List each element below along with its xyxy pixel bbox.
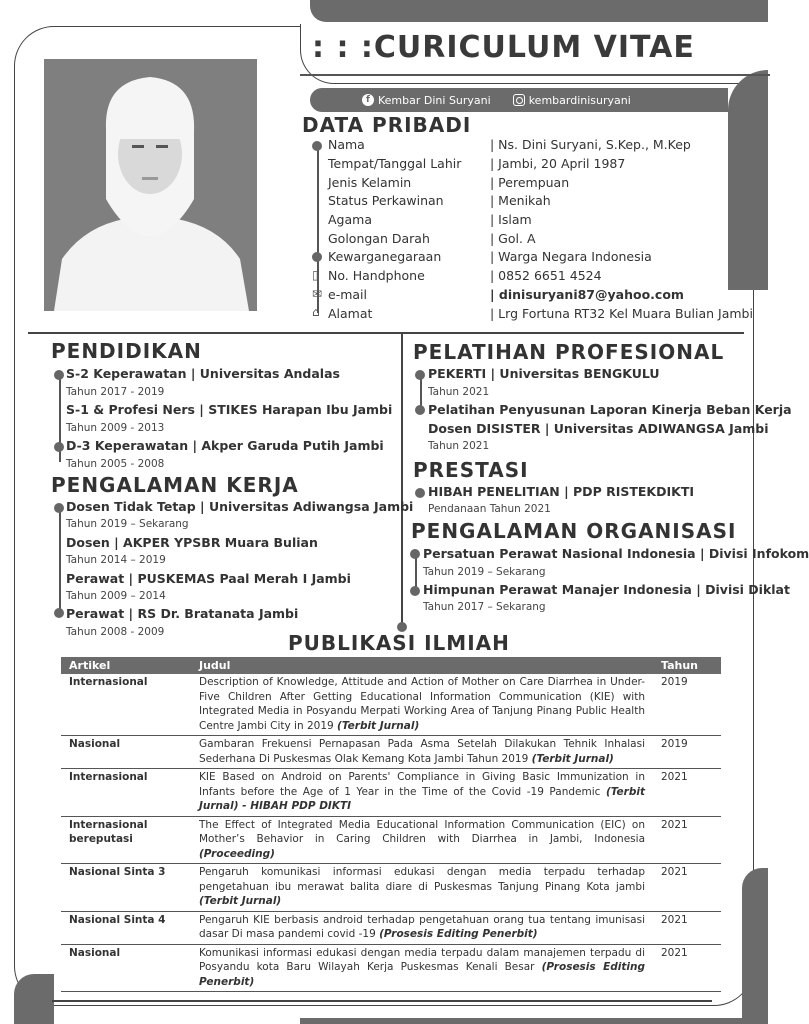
row-judul-text: Pengaruh komunikasi informasi edukasi dengan media terpadu terhadap pengetahuan ibu merawat balita diare di Puskesmas Tanjung Pinang Kota jambi <box>199 866 645 893</box>
row-artikel: Nasional Sinta 4 <box>61 911 191 944</box>
pendidikan-year-1: Tahun 2017 - 2019 <box>66 386 165 398</box>
kerja-year-1: Tahun 2019 – Sekarang <box>66 518 189 530</box>
col-artikel: Artikel <box>61 657 191 674</box>
row-artikel: Nasional <box>61 944 191 992</box>
kerja-item-2: Dosen | AKPER YPSBR Muara Bulian <box>66 535 318 550</box>
col-tahun: Tahun <box>653 657 721 674</box>
facebook-link[interactable] <box>362 94 491 107</box>
pendidikan-item-2: S-1 & Profesi Ners | STIKES Harapan Ibu Jambi <box>66 402 393 417</box>
organisasi-dot-1 <box>410 549 420 559</box>
row-judul <box>191 911 653 944</box>
data-pribadi-dot-top <box>312 141 322 151</box>
title-dots: : : : <box>312 30 374 65</box>
col-judul: Judul <box>191 657 653 674</box>
row-judul <box>191 944 653 992</box>
dp-label-golongan-darah: Golongan Darah <box>328 231 430 246</box>
heading-organisasi: PENGALAMAN ORGANISASI <box>411 519 737 543</box>
row-artikel: Internasional <box>61 674 191 736</box>
kerja-item-4: Perawat | RS Dr. Bratanata Jambi <box>66 606 299 621</box>
prestasi-item-1: HIBAH PENELITIAN | PDP RISTEKDIKTI <box>428 484 694 499</box>
row-status: (Terbit Jurnal) - HIBAH PDP DIKTI <box>199 785 645 812</box>
pendidikan-year-2: Tahun 2009 - 2013 <box>66 422 165 434</box>
table-row <box>61 944 721 992</box>
row-artikel: Nasional Sinta 3 <box>61 864 191 912</box>
right-accent-top <box>728 70 768 290</box>
pelatihan-year-1: Tahun 2021 <box>428 386 490 398</box>
dp-label-email: e-mail <box>328 287 367 302</box>
pelatihan-dot-2 <box>415 405 425 415</box>
row-tahun: 2019 <box>653 674 721 736</box>
row-judul-text: Pengaruh KIE berbasis android terhadap pengetahuan orang tua tentang imunisasi dasar Di masa pandemi covid -19 <box>199 913 645 940</box>
row-judul <box>191 769 653 817</box>
pelatihan-item-1: PEKERTI | Universitas BENGKULU <box>428 366 660 381</box>
row-tahun: 2021 <box>653 911 721 944</box>
organisasi-year-1: Tahun 2019 – Sekarang <box>423 566 546 578</box>
row-artikel: Internasional bereputasi <box>61 816 191 864</box>
heading-pendidikan: PENDIDIKAN <box>51 339 202 363</box>
kerja-dot-4 <box>54 608 64 618</box>
row-artikel: Nasional <box>61 736 191 769</box>
social-bar <box>310 88 728 112</box>
dp-label-nama: Nama <box>328 137 365 152</box>
heading-publikasi: PUBLIKASI ILMIAH <box>288 631 510 655</box>
organisasi-dot-2 <box>410 586 420 596</box>
profile-photo <box>44 59 257 311</box>
instagram-link[interactable] <box>513 94 631 107</box>
organisasi-item-2: Himpunan Perawat Manajer Indonesia | Divisi Diklat <box>423 582 790 597</box>
row-judul-text: Description of Knowledge, Attitude and Action of Mother on Care Diarrhea in Under-Five Children After Getting Educational Information Communication (KIE) with Integrated Media in Posyandu Merpati Working Area of Tanjung Pinang Public Health Centre Jambi City in 2019 <box>199 676 645 732</box>
pendidikan-dot-3 <box>54 442 64 452</box>
table-row <box>61 816 721 864</box>
bottom-band <box>300 1018 768 1024</box>
title-text: CURICULUM VITAE <box>373 30 695 65</box>
row-judul-text: KIE Based on Android on Parents' Compliance in Giving Basic Immunization in Infants before the Age of 1 Year in the Time of the Covid -19 Pandemic <box>199 771 645 798</box>
facebook-handle: Kembar Dini Suryani <box>378 93 491 107</box>
title-underline <box>300 74 770 76</box>
prestasi-dot-1 <box>415 488 425 498</box>
dp-label-alamat: Alamat <box>328 306 373 321</box>
dp-label-ttl: Tempat/Tanggal Lahir <box>328 156 462 171</box>
kerja-dot-1 <box>54 503 64 513</box>
dp-value-jenis-kelamin: | Perempuan <box>490 175 570 190</box>
table-row <box>61 736 721 769</box>
pelatihan-item-2: Pelatihan Penyusunan Laporan Kinerja Beban Kerja <box>428 402 792 417</box>
row-status: (Terbit Jurnal) <box>199 895 282 907</box>
dp-value-email[interactable]: | dinisuryani87@yahoo.com <box>490 287 684 302</box>
home-icon: ⌂ <box>312 305 320 319</box>
pelatihan-item-2-line2: Dosen DISISTER | Universitas ADIWANGSA Jambi <box>428 421 769 436</box>
pendidikan-year-3: Tahun 2005 - 2008 <box>66 458 165 470</box>
row-judul <box>191 816 653 864</box>
dp-value-nama: | Ns. Dini Suryani, S.Kep., M.Kep <box>490 137 691 152</box>
prestasi-year-1: Pendanaan Tahun 2021 <box>428 503 551 515</box>
dp-value-agama: | Islam <box>490 212 532 227</box>
dp-value-handphone: | 0852 6651 4524 <box>490 268 602 283</box>
publikasi-header-row <box>61 657 721 674</box>
row-tahun: 2021 <box>653 944 721 992</box>
dp-value-kewarganegaraan: | Warga Negara Indonesia <box>490 249 652 264</box>
dp-value-ttl: | Jambi, 20 April 1987 <box>490 156 626 171</box>
instagram-icon <box>513 94 525 106</box>
right-accent-bottom <box>742 868 768 1024</box>
section-divider-vertical <box>401 332 403 624</box>
bottom-divider <box>52 1000 712 1002</box>
row-judul <box>191 736 653 769</box>
row-judul <box>191 674 653 736</box>
row-artikel: Internasional <box>61 769 191 817</box>
kerja-item-1: Dosen Tidak Tetap | Universitas Adiwangsa Jambi <box>66 499 414 514</box>
kerja-year-4: Tahun 2008 - 2009 <box>66 626 165 638</box>
table-row <box>61 769 721 817</box>
heading-pengalaman-kerja: PENGALAMAN KERJA <box>51 473 299 497</box>
row-tahun: 2021 <box>653 816 721 864</box>
publikasi-table <box>61 657 721 992</box>
organisasi-year-2: Tahun 2017 – Sekarang <box>423 601 546 613</box>
table-row <box>61 674 721 736</box>
row-judul <box>191 864 653 912</box>
organisasi-item-1: Persatuan Perawat Nasional Indonesia | Divisi Infokom <box>423 546 809 561</box>
table-row <box>61 911 721 944</box>
section-divider-horizontal <box>28 332 744 334</box>
dp-value-alamat: | Lrg Fortuna RT32 Kel Muara Bulian Jambi <box>490 306 753 321</box>
row-status: (Terbit Jurnal) <box>337 719 420 732</box>
kerja-timeline <box>59 505 61 613</box>
kerja-item-3: Perawat | PUSKEMAS Paal Merah I Jambi <box>66 571 351 586</box>
row-tahun: 2021 <box>653 864 721 912</box>
dp-value-status: | Menikah <box>490 193 551 208</box>
row-judul-text: The Effect of Integrated Media Educational Information Communication (EIC) on Mother’s Behavior in Caring Children with Diarrhea in Jambi, Indonesia <box>199 818 645 845</box>
phone-icon: ▯ <box>312 268 319 282</box>
table-row <box>61 864 721 912</box>
instagram-handle: kembardinisuryani <box>528 93 631 107</box>
row-judul-text: Komunikasi informasi edukasi dengan media terpadu dalam manajemen terpadu di Posyandu kota Baru Wilayah Kerja Puskesmas Kenali Besar <box>199 946 645 973</box>
dp-label-handphone: No. Handphone <box>328 268 425 283</box>
heading-pelatihan: PELATIHAN PROFESIONAL <box>413 340 725 364</box>
dp-value-golongan-darah: | Gol. A <box>490 231 536 246</box>
heading-prestasi: PRESTASI <box>413 458 529 482</box>
row-tahun: 2019 <box>653 736 721 769</box>
kerja-year-2: Tahun 2014 – 2019 <box>66 554 166 566</box>
page-title <box>312 30 695 65</box>
pendidikan-item-3: D-3 Keperawatan | Akper Garuda Putih Jambi <box>66 438 384 453</box>
dp-label-agama: Agama <box>328 212 372 227</box>
row-tahun: 2021 <box>653 769 721 817</box>
row-judul-text: Gambaran Frekuensi Pernapasan Pada Asma Setelah Dilakukan Tehnik Inhalasi Sederhana Di Puskesmas Olak Kemang Kota Jambi Tahun 2019 <box>199 738 645 765</box>
dp-label-kewarganegaraan: Kewarganegaraan <box>328 249 442 264</box>
pelatihan-dot-1 <box>415 370 425 380</box>
pelatihan-year-2: Tahun 2021 <box>428 440 490 452</box>
pendidikan-item-1: S-2 Keperawatan | Universitas Andalas <box>66 366 340 381</box>
pendidikan-dot-1 <box>54 370 64 380</box>
mail-icon: ✉ <box>312 287 323 301</box>
row-status: (Prosesis Editing Penerbit) <box>199 961 645 988</box>
top-band <box>310 0 768 22</box>
row-status: (Proceeding) <box>199 847 275 860</box>
kerja-year-3: Tahun 2009 – 2014 <box>66 590 166 602</box>
row-status: (Terbit Jurnal) <box>531 752 614 765</box>
dp-label-status: Status Perkawinan <box>328 193 444 208</box>
facebook-icon: f <box>362 94 374 106</box>
dp-label-jenis-kelamin: Jenis Kelamin <box>328 175 412 190</box>
bottom-left-accent <box>14 974 54 1024</box>
data-pribadi-dot-mid <box>312 252 322 262</box>
heading-data-pribadi: DATA PRIBADI <box>302 113 472 137</box>
row-status: (Prosesis Editing Penerbit) <box>379 928 538 940</box>
